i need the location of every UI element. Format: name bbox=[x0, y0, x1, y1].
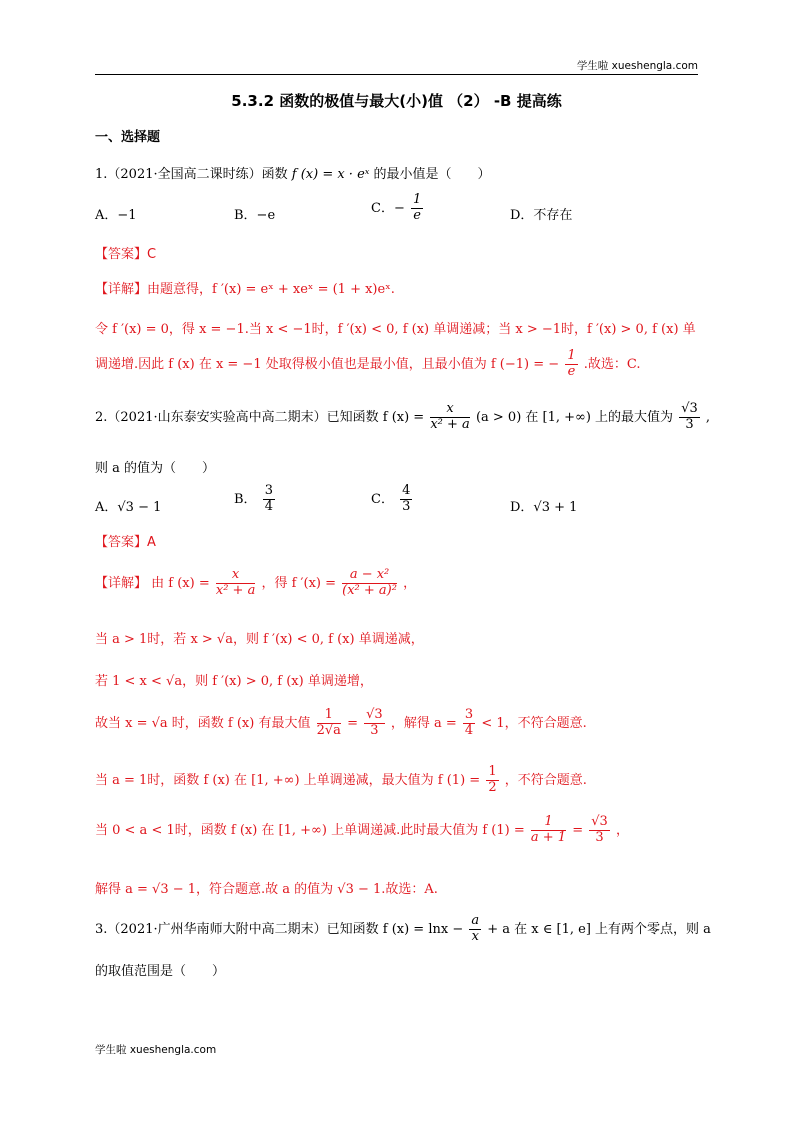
q1-detail-line2: 令 f ′(x) = 0，得 x = −1.当 x < −1时，f ′(x) < 0, f (x) 单调递减；当 x > −1时，f ′(x) > 0, f (x) 单 bbox=[95, 322, 696, 337]
q2-l6-rnum: √3 bbox=[591, 814, 608, 829]
q2-option-b-label: B． bbox=[234, 491, 257, 507]
q1-detail-label: 【详解】 bbox=[95, 282, 148, 297]
q2-stem-num: x bbox=[430, 402, 469, 418]
q3-stem bbox=[95, 914, 711, 945]
q2-l5-num: 1 bbox=[488, 764, 497, 779]
q2-l4-eq: = bbox=[347, 715, 358, 731]
header-rule bbox=[95, 74, 698, 75]
q2-stem-rden: 3 bbox=[685, 416, 694, 432]
q2-l4-rden: 3 bbox=[370, 722, 379, 738]
q1-detail-line1 bbox=[95, 278, 395, 297]
footer-site: 学生啦 xueshengla.com bbox=[95, 1044, 217, 1056]
q2-l4-frac bbox=[317, 708, 341, 739]
q2-l6-den: a + 1 bbox=[530, 829, 567, 845]
q3-stem-num: a bbox=[471, 913, 480, 928]
q2-detail1-den: x² + a bbox=[215, 582, 256, 598]
q2-detail-line2: 当 a > 1时，若 x > √a，则 f ′(x) < 0, f (x) 单调递减， bbox=[95, 632, 424, 647]
q2-stem: 2.（2021·山东泰安实验高中高二期末）已知函数 f (x) = $\frac{x}{\text{x² + a}}$ (a > 0) 在 [1, +∞) 上的最大值为 $\frac{√3}{3}$ , bbox=[95, 401, 711, 432]
q2-detail-line5 bbox=[95, 765, 587, 796]
q1-stem-prefix: 1.（2021·全国高二课时练）函数 bbox=[95, 167, 288, 182]
q2-option-c-den: 3 bbox=[402, 498, 411, 514]
q2-stem-rfrac bbox=[679, 402, 700, 433]
q2-detail-line1: 【详解】 由 f (x) = $\frac{x}{\text{x² + a}}$ ，得 f ′(x) = $\frac{\text{a − x²}}{\text{(x² + a)²}}$ ， bbox=[95, 567, 417, 598]
q2-option-b-frac bbox=[263, 484, 275, 515]
q1-detail-text1: 由题意得，f ′(x) = eˣ + xeˣ = (1 + x)eˣ. bbox=[147, 282, 395, 297]
q2-stem-prefix: 2.（2021·山东泰安实验高中高二期末）已知函数 f (x) = bbox=[95, 409, 425, 425]
q2-l4-post: < 1，不符合题意. bbox=[481, 715, 587, 731]
q2-l4-aden: 4 bbox=[464, 722, 474, 738]
q2-l4-mid: ，解得 a = bbox=[390, 715, 457, 731]
q2-detail1-frac2 bbox=[342, 568, 397, 599]
header-site: 学生啦 xueshengla.com bbox=[576, 60, 698, 72]
q2-stem-line2: 则 a 的值为（ ） bbox=[95, 461, 216, 476]
q3-stem-post: + a 在 x ∈ [1, e] 上有两个零点，则 a bbox=[487, 921, 711, 937]
q1-detail3-pre: 调递增.因此 f (x) 在 x = −1 处取得极小值也是最小值，且最小值为 f (−1) = − bbox=[95, 356, 560, 372]
q2-detail1-num: x bbox=[216, 568, 255, 584]
section-heading: 一、选择题 bbox=[95, 130, 161, 145]
q2-detail1-mid: ，得 f ′(x) = bbox=[261, 575, 336, 591]
q2-l4-pre: 故当 x = √a 时，函数 f (x) 有最大值 bbox=[95, 715, 311, 731]
q1-detail-line3 bbox=[95, 349, 640, 380]
q1-stem bbox=[95, 163, 491, 182]
q1-option-a: A．−1 bbox=[95, 208, 137, 223]
q1-option-c bbox=[371, 193, 425, 224]
q2-l6-rfrac bbox=[589, 815, 610, 846]
q1-detail3-num: 1 bbox=[567, 348, 576, 363]
q1-option-c-frac bbox=[411, 193, 423, 224]
q2-detail-line3: 若 1 < x < √a，则 f ′(x) > 0, f (x) 单调递增， bbox=[95, 674, 373, 689]
q2-detail1-pre: 由 f (x) = bbox=[151, 575, 210, 591]
q1-detail3-frac bbox=[565, 349, 577, 380]
q2-l6-rden: 3 bbox=[595, 829, 604, 845]
q1-answer: 【答案】C bbox=[95, 247, 157, 262]
q2-l5-post: ，不符合题意. bbox=[504, 772, 587, 788]
q2-l6-frac bbox=[531, 815, 566, 846]
q2-l4-afrac bbox=[463, 708, 475, 739]
q2-option-b-den: 4 bbox=[264, 498, 273, 514]
q2-answer: 【答案】A bbox=[95, 535, 156, 550]
q1-option-b: B．−e bbox=[234, 208, 276, 223]
q2-detail1-frac bbox=[216, 568, 255, 599]
q2-option-c-label: C． bbox=[371, 491, 394, 507]
q2-l5-frac bbox=[486, 765, 498, 796]
q1-stem-expr: f (x) = x · eˣ bbox=[291, 167, 370, 182]
q2-l4-rfrac bbox=[364, 708, 385, 739]
page-title: 5.3.2 函数的极值与最大(小)值 （2） -B 提高练 bbox=[231, 92, 562, 110]
q2-option-b-num: 3 bbox=[264, 483, 273, 498]
q2-stem-rnum: √3 bbox=[681, 401, 698, 416]
q1-detail3-post: .故选：C. bbox=[583, 356, 641, 372]
q2-l5-pre: 当 a = 1时，函数 f (x) 在 [1, +∞) 上单调递减，最大值为 f (1) = bbox=[95, 772, 481, 788]
q2-l4-rnum: √3 bbox=[366, 707, 383, 722]
q2-option-d: D．√3 + 1 bbox=[510, 500, 578, 515]
q2-l4-num: 1 bbox=[317, 708, 341, 724]
q1-detail3-den: e bbox=[567, 363, 576, 379]
q2-stem-mid: (a > 0) 在 [1, +∞) 上的最大值为 bbox=[475, 409, 674, 425]
q1-option-d: D．不存在 bbox=[510, 208, 573, 223]
q2-stem-den: x² + a bbox=[430, 416, 470, 432]
q2-l4-den: 2√a bbox=[316, 722, 341, 738]
q1-stem-suffix: 的最小值是（ ） bbox=[373, 167, 491, 182]
q3-stem-frac bbox=[469, 914, 481, 945]
q3-stem-line2: 的取值范围是（ ） bbox=[95, 964, 226, 979]
q3-stem-den: x bbox=[471, 928, 479, 944]
q1-option-c-num: 1 bbox=[412, 192, 422, 207]
q2-detail1-num2: a − x² bbox=[342, 568, 397, 584]
q2-detail-line7: 解得 a = √3 − 1，符合题意.故 a 的值为 √3 − 1.故选：A. bbox=[95, 882, 438, 897]
q2-detail-label: 【详解】 bbox=[95, 575, 148, 591]
q2-option-c bbox=[371, 484, 414, 515]
q2-option-c-frac bbox=[400, 484, 412, 515]
q2-l6-pre: 当 0 < a < 1时，函数 f (x) 在 [1, +∞) 上单调递减.此时最大值为 f (1) = bbox=[95, 822, 525, 838]
q2-l6-num: 1 bbox=[531, 815, 566, 831]
q3-stem-prefix: 3.（2021·广州华南师大附中高二期末）已知函数 f (x) = lnx − bbox=[95, 921, 464, 937]
q2-l4-anum: 3 bbox=[464, 707, 474, 722]
q2-option-b bbox=[234, 484, 277, 515]
q1-option-c-den: e bbox=[413, 207, 421, 223]
q2-stem-frac bbox=[430, 402, 469, 433]
q2-option-a: A．√3 − 1 bbox=[95, 500, 162, 515]
q1-option-c-label: C．− bbox=[371, 200, 405, 216]
q2-l5-den: 2 bbox=[488, 779, 497, 795]
q2-detail-line4 bbox=[95, 708, 587, 739]
q2-detail1-den2: (x² + a)² bbox=[342, 582, 397, 598]
q2-option-c-num: 4 bbox=[402, 483, 411, 498]
q2-detail-line6: 当 0 < a < 1时，函数 f (x) 在 [1, +∞) 上单调递减.此时最大值为 f (1) = $\frac{1}{a + 1}$ = $\frac{√3}{3}$ ， bbox=[95, 814, 629, 845]
